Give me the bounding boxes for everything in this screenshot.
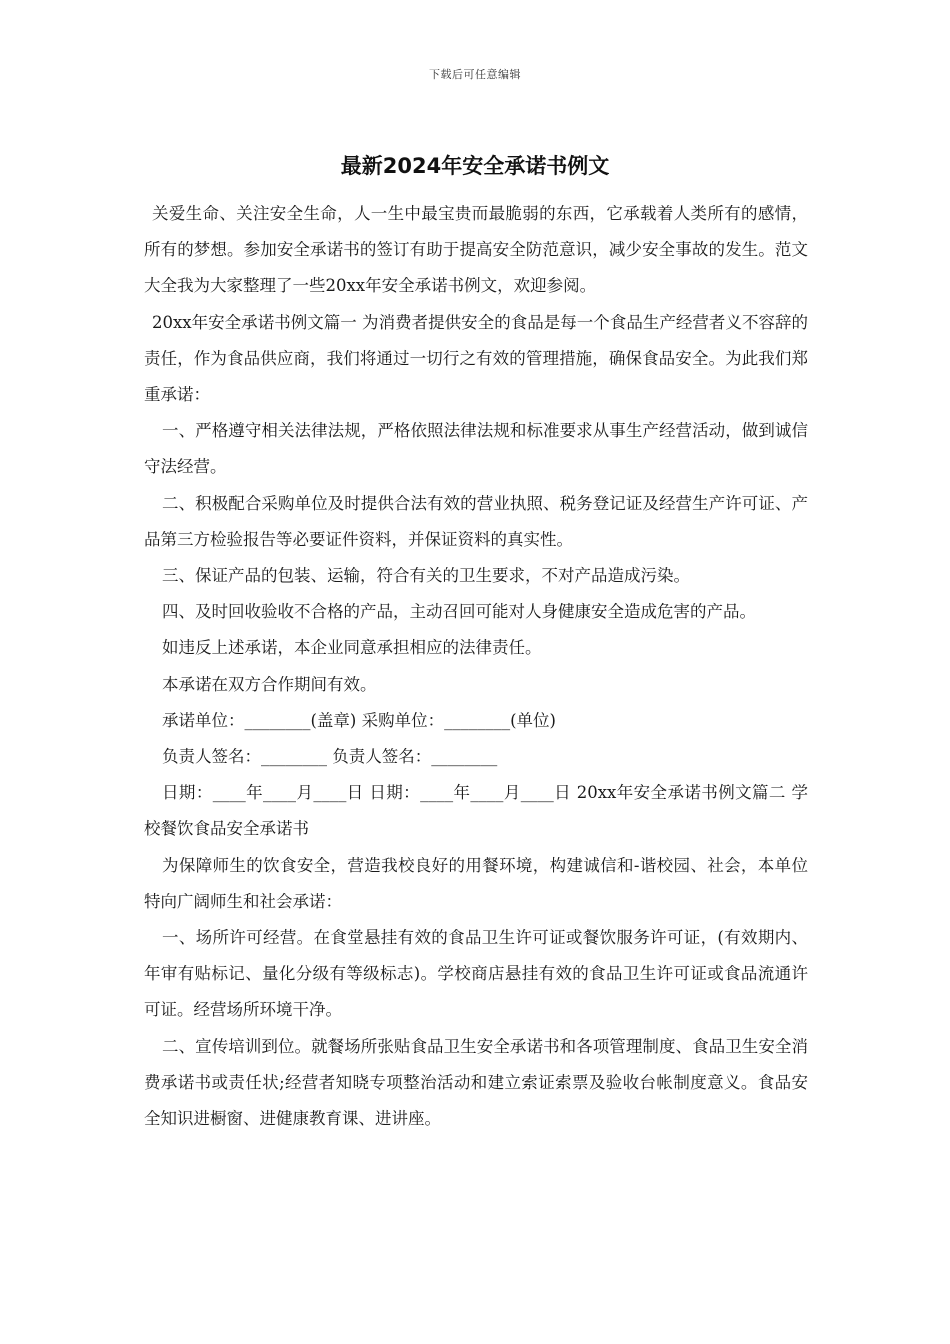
paragraph-liability: 如违反上述承诺，本企业同意承担相应的法律责任。	[162, 638, 542, 658]
paragraph-item-two: 二、积极配合采购单位及时提供合法有效的营业执照、税务登记证及经营生产许可证、产品第三方检验报告等必要证件资料，并保证资料的真实性。	[144, 493, 808, 549]
paragraph-intro: 关爱生命、关注安全生命，人一生中最宝贵而最脆弱的东西，它承载着人类所有的感情，所有的梦想。参加安全承诺书的签订有助于提高安全防范意识，减少安全事故的发生。范文大全我为大家整理了一些20xx年安全承诺书例文，欢迎参阅。	[144, 204, 808, 296]
signature-persons-line: 负责人签名：________ 负责人签名：________	[162, 747, 498, 767]
paragraph-school-item-one: 一、场所许可经营。在食堂悬挂有效的食品卫生许可证或餐饮服务许可证，(有效期内、年审有贴标记、量化分级有等级标志)。学校商店悬挂有效的食品卫生许可证或食品流通许可证。经营场所环境干净。	[144, 928, 808, 1020]
document-body	[144, 196, 808, 1137]
paragraph-item-three: 三、保证产品的包装、运输，符合有关的卫生要求，不对产品造成污染。	[162, 566, 690, 586]
paragraph-school-intro: 为保障师生的饮食安全，营造我校良好的用餐环境，构建诚信和-谐校园、社会，本单位特向广阔师生和社会承诺：	[144, 855, 808, 911]
paragraph-example-one: 20xx年安全承诺书例文篇一 为消费者提供安全的食品是每一个食品生产经营者义不容辞的责任，作为食品供应商，我们将通过一切行之有效的管理措施，确保食品安全。为此我们郑重承诺：	[144, 312, 808, 405]
paragraph-school-item-two: 二、宣传培训到位。就餐场所张贴食品卫生安全承诺书和各项管理制度、食品卫生安全消费承诺书或责任状;经营者知晓专项整治活动和建立索证索票及验收台帐制度意义。食品安全知识进橱窗、进健康教育课、进讲座。	[144, 1036, 808, 1129]
paragraph-item-one: 一、严格遵守相关法律法规，严格依照法律法规和标准要求从事生产经营活动，做到诚信守法经营。	[144, 421, 808, 477]
document-title: 最新2024年安全承诺书例文	[340, 154, 610, 178]
signature-units-line: 承诺单位：________(盖章) 采购单位：________(单位)	[162, 710, 556, 730]
paragraph-validity: 本承诺在双方合作期间有效。	[162, 674, 377, 694]
header-note: 下载后可任意编辑	[429, 68, 521, 81]
date-line-and-example-two-title: 日期：____年____月____日 日期：____年____月____日 20xx年安全承诺书例文篇二 学校餐饮食品安全承诺书	[144, 783, 808, 839]
paragraph-item-four: 四、及时回收验收不合格的产品，主动召回可能对人身健康安全造成危害的产品。	[162, 602, 756, 622]
